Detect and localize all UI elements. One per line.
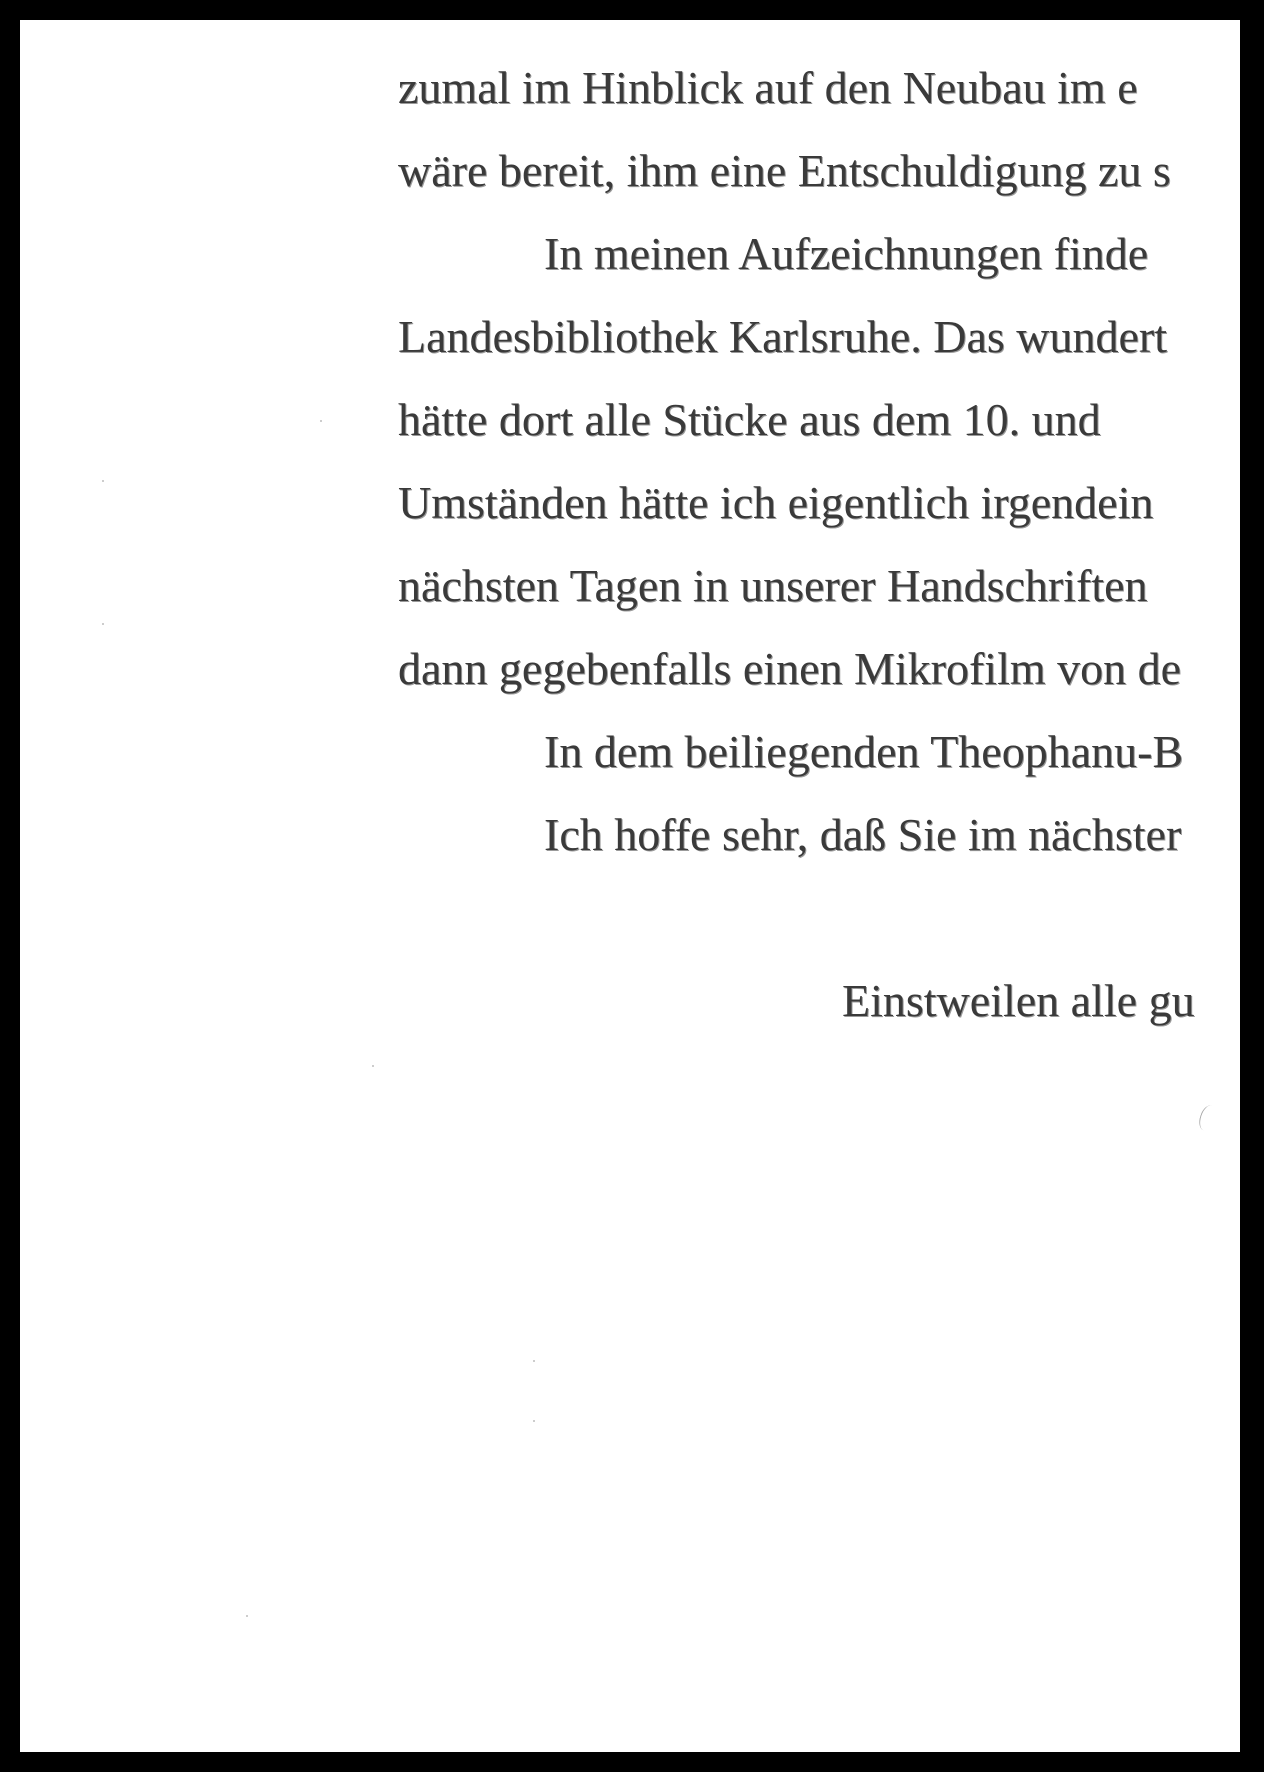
letter-body xyxy=(20,20,1240,1752)
letter-line-7: nächsten Tagen in unserer Handschriften xyxy=(398,560,1148,611)
letter-line-2: wäre bereit, ihm eine Entschuldigung zu s xyxy=(398,145,1171,196)
letter-line-4: Landesbibliothek Karlsruhe. Das wundert xyxy=(398,311,1168,362)
letter-closing: Einstweilen alle gu xyxy=(842,975,1195,1026)
letter-line-5: hätte dort alle Stücke aus dem 10. und xyxy=(398,394,1101,445)
scan-speck xyxy=(246,1615,248,1617)
letter-line-3: In meinen Aufzeichnungen finde xyxy=(544,228,1149,279)
scan-speck xyxy=(320,420,322,422)
scan-speck xyxy=(102,623,104,625)
scan-speck xyxy=(372,1065,374,1067)
letter-line-9: In dem beiliegenden Theophanu-B xyxy=(544,726,1184,777)
letter-line-10: Ich hoffe sehr, daß Sie im nächster xyxy=(544,809,1182,860)
scan-speck xyxy=(102,480,104,482)
letter-line-1: zumal im Hinblick auf den Neubau im e xyxy=(398,62,1138,113)
letter-line-6: Umständen hätte ich eigentlich irgendein xyxy=(398,477,1154,528)
scan-speck xyxy=(533,1360,535,1362)
letter-page xyxy=(20,20,1240,1752)
scan-speck xyxy=(533,1420,535,1422)
letter-line-8: dann gegebenfalls einen Mikrofilm von de xyxy=(398,643,1182,694)
